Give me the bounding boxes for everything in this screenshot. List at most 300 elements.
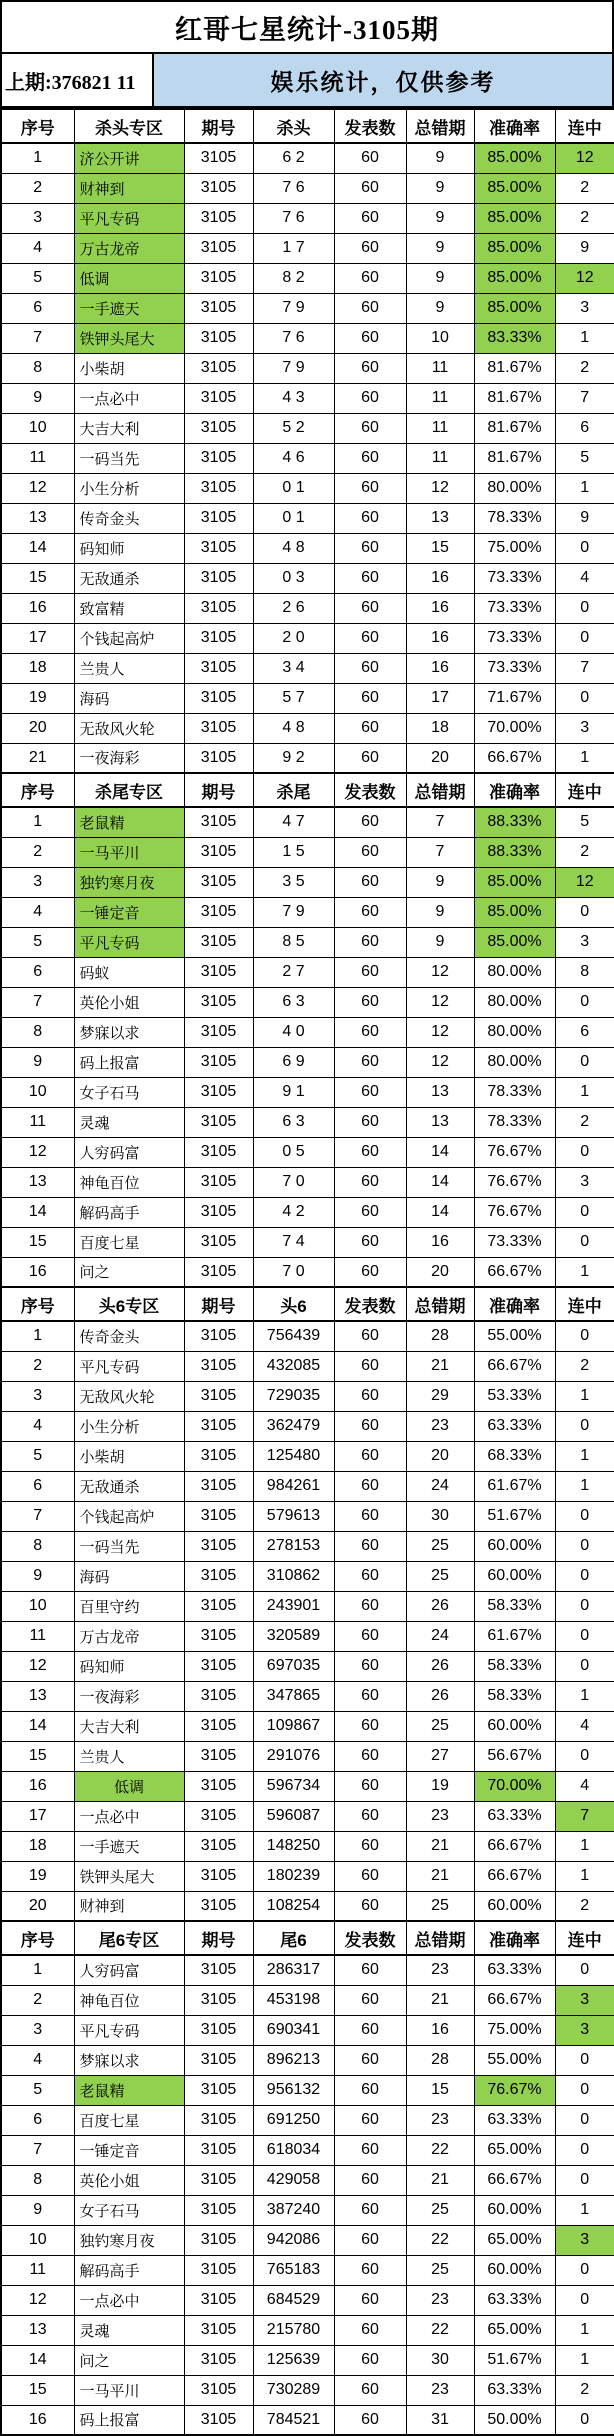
cell-accuracy: 61.67%: [474, 1621, 555, 1651]
cell-streak: 0: [555, 1651, 614, 1681]
cell-value: 7 0: [253, 1257, 334, 1287]
cell-accuracy: 66.67%: [474, 1351, 555, 1381]
cell-index: 21: [1, 743, 74, 773]
cell-errors: 9: [406, 233, 474, 263]
cell-published: 60: [334, 1985, 406, 2015]
cell-streak: 2: [555, 353, 614, 383]
table-row: [1, 563, 614, 593]
table-row: [1, 2135, 614, 2165]
cell-accuracy: 60.00%: [474, 1561, 555, 1591]
cell-value: 756439: [253, 1321, 334, 1351]
cell-index: 16: [1, 1257, 74, 1287]
cell-name: 无敌通杀: [74, 563, 184, 593]
cell-errors: 20: [406, 743, 474, 773]
cell-name: 无敌风火轮: [74, 1381, 184, 1411]
col-header-accuracy: 准确率: [474, 1287, 555, 1321]
cell-issue: 3105: [184, 2345, 253, 2375]
cell-errors: 21: [406, 1861, 474, 1891]
cell-name: 平凡专码: [74, 927, 184, 957]
cell-name: 个钱起高炉: [74, 623, 184, 653]
cell-streak: 0: [555, 2075, 614, 2105]
cell-streak: 2: [555, 1107, 614, 1137]
table-row: [1, 683, 614, 713]
cell-index: 4: [1, 897, 74, 927]
cell-issue: 3105: [184, 2255, 253, 2285]
cell-index: 12: [1, 1137, 74, 1167]
cell-issue: 3105: [184, 897, 253, 927]
cell-name: 平凡专码: [74, 1351, 184, 1381]
cell-accuracy: 50.00%: [474, 2405, 555, 2435]
cell-streak: 0: [555, 1197, 614, 1227]
cell-accuracy: 73.33%: [474, 563, 555, 593]
cell-name: 梦寐以求: [74, 1017, 184, 1047]
cell-published: 60: [334, 1321, 406, 1351]
cell-errors: 23: [406, 1801, 474, 1831]
cell-accuracy: 78.33%: [474, 1077, 555, 1107]
cell-name: 一点必中: [74, 383, 184, 413]
cell-name: 致富精: [74, 593, 184, 623]
cell-published: 60: [334, 563, 406, 593]
cell-errors: 22: [406, 2315, 474, 2345]
cell-issue: 3105: [184, 1441, 253, 1471]
cell-value: 4 6: [253, 443, 334, 473]
cell-index: 9: [1, 383, 74, 413]
cell-accuracy: 66.67%: [474, 2165, 555, 2195]
cell-name: 财神到: [74, 1891, 184, 1921]
table-row: [1, 2315, 614, 2345]
cell-streak: 0: [555, 1591, 614, 1621]
cell-index: 13: [1, 1167, 74, 1197]
cell-issue: 3105: [184, 623, 253, 653]
cell-streak: 1: [555, 2195, 614, 2225]
cell-streak: 1: [555, 323, 614, 353]
cell-value: 784521: [253, 2405, 334, 2435]
table-row: [1, 1741, 614, 1771]
stats-table: [0, 108, 614, 2436]
cell-accuracy: 88.33%: [474, 807, 555, 837]
cell-accuracy: 63.33%: [474, 2375, 555, 2405]
cell-published: 60: [334, 1831, 406, 1861]
cell-published: 60: [334, 1351, 406, 1381]
cell-streak: 4: [555, 1771, 614, 1801]
cell-published: 60: [334, 173, 406, 203]
cell-streak: 0: [555, 1047, 614, 1077]
cell-index: 20: [1, 713, 74, 743]
table-row: [1, 897, 614, 927]
cell-name: 兰贵人: [74, 653, 184, 683]
cell-published: 60: [334, 2075, 406, 2105]
cell-accuracy: 76.67%: [474, 2075, 555, 2105]
cell-index: 16: [1, 593, 74, 623]
cell-streak: 0: [555, 533, 614, 563]
table-row: [1, 2105, 614, 2135]
cell-errors: 23: [406, 1955, 474, 1985]
table-row: [1, 173, 614, 203]
cell-accuracy: 85.00%: [474, 867, 555, 897]
table-row: [1, 2285, 614, 2315]
cell-name: 铁钾头尾大: [74, 1861, 184, 1891]
cell-value: 984261: [253, 1471, 334, 1501]
table-row: [1, 807, 614, 837]
cell-published: 60: [334, 837, 406, 867]
cell-streak: 1: [555, 1681, 614, 1711]
cell-issue: 3105: [184, 323, 253, 353]
cell-name: 一点必中: [74, 1801, 184, 1831]
cell-index: 14: [1, 1711, 74, 1741]
cell-index: 3: [1, 2015, 74, 2045]
cell-streak: 0: [555, 1955, 614, 1985]
cell-name: 百度七星: [74, 1227, 184, 1257]
col-header-errors: 总错期: [406, 1287, 474, 1321]
cell-name: 女子石马: [74, 1077, 184, 1107]
cell-issue: 3105: [184, 1137, 253, 1167]
cell-issue: 3105: [184, 2135, 253, 2165]
cell-streak: 0: [555, 2285, 614, 2315]
cell-name: 传奇金头: [74, 503, 184, 533]
cell-published: 60: [334, 807, 406, 837]
cell-index: 9: [1, 2195, 74, 2225]
cell-errors: 18: [406, 713, 474, 743]
table-row: [1, 837, 614, 867]
cell-errors: 24: [406, 1471, 474, 1501]
table-row: [1, 867, 614, 897]
cell-errors: 16: [406, 563, 474, 593]
cell-errors: 25: [406, 2195, 474, 2225]
cell-accuracy: 85.00%: [474, 263, 555, 293]
cell-index: 15: [1, 2375, 74, 2405]
cell-name: 问之: [74, 2345, 184, 2375]
cell-errors: 13: [406, 1107, 474, 1137]
cell-errors: 14: [406, 1167, 474, 1197]
cell-name: 百度七星: [74, 2105, 184, 2135]
cell-issue: 3105: [184, 413, 253, 443]
cell-issue: 3105: [184, 1321, 253, 1351]
cell-streak: 1: [555, 473, 614, 503]
cell-errors: 23: [406, 2285, 474, 2315]
table-row: [1, 1077, 614, 1107]
cell-errors: 13: [406, 1077, 474, 1107]
cell-name: 独钓寒月夜: [74, 2225, 184, 2255]
cell-value: 362479: [253, 1411, 334, 1441]
cell-index: 5: [1, 1441, 74, 1471]
cell-published: 60: [334, 1441, 406, 1471]
cell-accuracy: 63.33%: [474, 1801, 555, 1831]
cell-value: 7 0: [253, 1167, 334, 1197]
col-header-accuracy: 准确率: [474, 773, 555, 807]
cell-index: 20: [1, 1891, 74, 1921]
cell-published: 60: [334, 1621, 406, 1651]
table-row: [1, 2165, 614, 2195]
cell-value: 429058: [253, 2165, 334, 2195]
cell-errors: 11: [406, 383, 474, 413]
cell-issue: 3105: [184, 1711, 253, 1741]
cell-value: 7 6: [253, 203, 334, 233]
cell-name: 大吉大利: [74, 413, 184, 443]
cell-errors: 24: [406, 1621, 474, 1651]
cell-streak: 12: [555, 143, 614, 173]
cell-index: 7: [1, 323, 74, 353]
cell-errors: 7: [406, 807, 474, 837]
cell-value: 1 7: [253, 233, 334, 263]
cell-published: 60: [334, 1891, 406, 1921]
cell-errors: 28: [406, 2045, 474, 2075]
table-row: [1, 987, 614, 1017]
cell-index: 7: [1, 987, 74, 1017]
cell-published: 60: [334, 383, 406, 413]
cell-index: 11: [1, 2255, 74, 2285]
cell-published: 60: [334, 503, 406, 533]
cell-index: 2: [1, 173, 74, 203]
cell-errors: 9: [406, 173, 474, 203]
cell-accuracy: 63.33%: [474, 2285, 555, 2315]
cell-index: 3: [1, 867, 74, 897]
cell-index: 5: [1, 263, 74, 293]
cell-errors: 9: [406, 203, 474, 233]
cell-errors: 25: [406, 2255, 474, 2285]
col-header-index: 序号: [1, 1921, 74, 1955]
cell-value: 9 1: [253, 1077, 334, 1107]
cell-errors: 14: [406, 1197, 474, 1227]
table-row: [1, 1167, 614, 1197]
cell-errors: 12: [406, 1047, 474, 1077]
cell-errors: 25: [406, 1711, 474, 1741]
cell-index: 8: [1, 1017, 74, 1047]
cell-value: 4 0: [253, 1017, 334, 1047]
cell-accuracy: 58.33%: [474, 1681, 555, 1711]
cell-name: 低调: [74, 1771, 184, 1801]
col-header-errors: 总错期: [406, 773, 474, 807]
cell-streak: 1: [555, 1077, 614, 1107]
cell-accuracy: 65.00%: [474, 2135, 555, 2165]
cell-accuracy: 76.67%: [474, 1197, 555, 1227]
cell-errors: 27: [406, 1741, 474, 1771]
cell-value: 2 7: [253, 957, 334, 987]
cell-published: 60: [334, 2255, 406, 2285]
cell-index: 2: [1, 1351, 74, 1381]
cell-streak: 12: [555, 263, 614, 293]
cell-issue: 3105: [184, 1197, 253, 1227]
table-row: [1, 1441, 614, 1471]
cell-accuracy: 85.00%: [474, 173, 555, 203]
cell-published: 60: [334, 1077, 406, 1107]
cell-published: 60: [334, 2195, 406, 2225]
cell-name: 万古龙帝: [74, 1621, 184, 1651]
cell-errors: 25: [406, 1531, 474, 1561]
cell-value: 6 3: [253, 1107, 334, 1137]
cell-index: 4: [1, 2045, 74, 2075]
cell-streak: 3: [555, 927, 614, 957]
cell-streak: 0: [555, 1227, 614, 1257]
cell-index: 10: [1, 413, 74, 443]
cell-issue: 3105: [184, 1771, 253, 1801]
cell-value: 2 6: [253, 593, 334, 623]
cell-index: 16: [1, 2405, 74, 2435]
cell-accuracy: 80.00%: [474, 957, 555, 987]
cell-index: 11: [1, 1107, 74, 1137]
table-row: [1, 2405, 614, 2435]
cell-value: 4 2: [253, 1197, 334, 1227]
cell-published: 60: [334, 323, 406, 353]
cell-streak: 2: [555, 837, 614, 867]
cell-index: 5: [1, 927, 74, 957]
cell-issue: 3105: [184, 143, 253, 173]
cell-errors: 9: [406, 897, 474, 927]
cell-issue: 3105: [184, 1411, 253, 1441]
cell-name: 百里守约: [74, 1591, 184, 1621]
cell-value: 6 2: [253, 143, 334, 173]
cell-index: 6: [1, 1471, 74, 1501]
cell-index: 1: [1, 143, 74, 173]
cell-index: 12: [1, 473, 74, 503]
cell-accuracy: 58.33%: [474, 1591, 555, 1621]
table-row: [1, 743, 614, 773]
cell-issue: 3105: [184, 1471, 253, 1501]
cell-index: 4: [1, 233, 74, 263]
cell-name: 一夜海彩: [74, 743, 184, 773]
table-row: [1, 1137, 614, 1167]
table-row: [1, 593, 614, 623]
cell-issue: 3105: [184, 1257, 253, 1287]
cell-issue: 3105: [184, 1861, 253, 1891]
cell-index: 10: [1, 2225, 74, 2255]
table-row: [1, 383, 614, 413]
table-row: [1, 263, 614, 293]
cell-value: 347865: [253, 1681, 334, 1711]
cell-issue: 3105: [184, 807, 253, 837]
cell-accuracy: 63.33%: [474, 1955, 555, 1985]
cell-value: 109867: [253, 1711, 334, 1741]
cell-issue: 3105: [184, 1077, 253, 1107]
cell-published: 60: [334, 867, 406, 897]
table-row: [1, 2045, 614, 2075]
cell-errors: 21: [406, 1831, 474, 1861]
table-row: [1, 293, 614, 323]
cell-accuracy: 81.67%: [474, 353, 555, 383]
cell-streak: 0: [555, 2165, 614, 2195]
cell-streak: 3: [555, 2015, 614, 2045]
cell-name: 传奇金头: [74, 1321, 184, 1351]
cell-accuracy: 78.33%: [474, 503, 555, 533]
cell-accuracy: 63.33%: [474, 1411, 555, 1441]
cell-issue: 3105: [184, 2195, 253, 2225]
cell-issue: 3105: [184, 443, 253, 473]
cell-issue: 3105: [184, 2015, 253, 2045]
cell-published: 60: [334, 2165, 406, 2195]
cell-published: 60: [334, 233, 406, 263]
cell-published: 60: [334, 927, 406, 957]
cell-name: 平凡专码: [74, 2015, 184, 2045]
cell-published: 60: [334, 533, 406, 563]
cell-errors: 16: [406, 653, 474, 683]
cell-accuracy: 58.33%: [474, 1651, 555, 1681]
cell-streak: 1: [555, 1441, 614, 1471]
cell-index: 7: [1, 2135, 74, 2165]
cell-issue: 3105: [184, 2405, 253, 2435]
cell-accuracy: 88.33%: [474, 837, 555, 867]
cell-name: 铁钾头尾大: [74, 323, 184, 353]
cell-streak: 2: [555, 173, 614, 203]
cell-name: 一夜海彩: [74, 1681, 184, 1711]
table-row: [1, 2375, 614, 2405]
cell-published: 60: [334, 2375, 406, 2405]
cell-issue: 3105: [184, 683, 253, 713]
cell-name: 人穷码富: [74, 1955, 184, 1985]
table-row: [1, 2225, 614, 2255]
col-header-issue: 期号: [184, 109, 253, 143]
cell-index: 3: [1, 203, 74, 233]
cell-issue: 3105: [184, 713, 253, 743]
col-header-streak: 连中: [555, 1287, 614, 1321]
cell-value: 6 9: [253, 1047, 334, 1077]
cell-name: 小生分析: [74, 1411, 184, 1441]
cell-issue: 3105: [184, 1651, 253, 1681]
cell-streak: 0: [555, 593, 614, 623]
cell-errors: 9: [406, 293, 474, 323]
cell-value: 215780: [253, 2315, 334, 2345]
table-row: [1, 1531, 614, 1561]
cell-streak: 9: [555, 233, 614, 263]
cell-index: 14: [1, 2345, 74, 2375]
cell-name: 一马平川: [74, 2375, 184, 2405]
cell-issue: 3105: [184, 1351, 253, 1381]
cell-name: 老鼠精: [74, 807, 184, 837]
cell-index: 13: [1, 1681, 74, 1711]
cell-streak: 0: [555, 897, 614, 927]
cell-name: 英伦小姐: [74, 2165, 184, 2195]
cell-streak: 1: [555, 2315, 614, 2345]
cell-issue: 3105: [184, 1591, 253, 1621]
cell-streak: 0: [555, 1321, 614, 1351]
cell-published: 60: [334, 957, 406, 987]
cell-issue: 3105: [184, 1531, 253, 1561]
cell-name: 无敌风火轮: [74, 713, 184, 743]
cell-errors: 22: [406, 2135, 474, 2165]
cell-name: 兰贵人: [74, 1741, 184, 1771]
cell-name: 低调: [74, 263, 184, 293]
cell-accuracy: 75.00%: [474, 533, 555, 563]
cell-accuracy: 71.67%: [474, 683, 555, 713]
cell-errors: 9: [406, 927, 474, 957]
cell-accuracy: 70.00%: [474, 713, 555, 743]
cell-errors: 12: [406, 957, 474, 987]
cell-errors: 11: [406, 413, 474, 443]
cell-errors: 31: [406, 2405, 474, 2435]
cell-issue: 3105: [184, 203, 253, 233]
cell-index: 19: [1, 683, 74, 713]
cell-streak: 1: [555, 1831, 614, 1861]
cell-published: 60: [334, 143, 406, 173]
cell-accuracy: 51.67%: [474, 1501, 555, 1531]
cell-accuracy: 85.00%: [474, 927, 555, 957]
cell-errors: 29: [406, 1381, 474, 1411]
cell-streak: 1: [555, 2345, 614, 2375]
cell-value: 180239: [253, 1861, 334, 1891]
cell-value: 3 4: [253, 653, 334, 683]
cell-value: 618034: [253, 2135, 334, 2165]
cell-index: 19: [1, 1861, 74, 1891]
cell-accuracy: 83.33%: [474, 323, 555, 353]
cell-published: 60: [334, 1167, 406, 1197]
cell-name: 一码当先: [74, 443, 184, 473]
cell-errors: 16: [406, 2015, 474, 2045]
cell-published: 60: [334, 653, 406, 683]
section-header-row: [1, 1921, 614, 1955]
cell-accuracy: 60.00%: [474, 1531, 555, 1561]
cell-streak: 6: [555, 413, 614, 443]
table-row: [1, 1017, 614, 1047]
col-header-value: 杀尾: [253, 773, 334, 807]
cell-errors: 21: [406, 1985, 474, 2015]
